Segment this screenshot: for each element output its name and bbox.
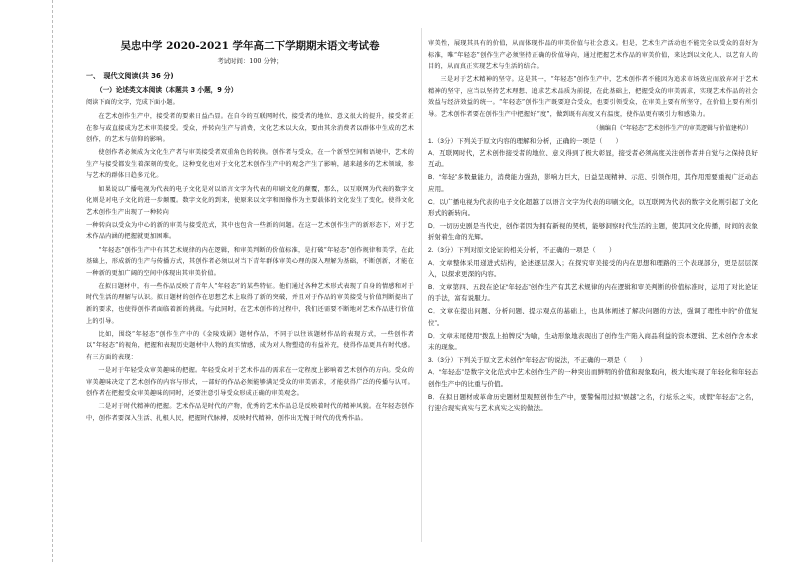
passage-paragraph: 审美性，展现其具有的价值，从而体现作品的审美价值与社会意义。但是，艺术生产活动也不能完全以受众的喜好为标准，唯“年轻态”创作生产必须坚持正确的价值导向，通过把握艺术作品的审美价值，来达到以文化人、以艺育人的目的，从而真正实现艺术与生活的结合。 — [428, 40, 758, 71]
answer-option: C．以广播电视为代表的电子文化超越了以语言文字为代表的印刷文化，以互联网为代表的数字文化则引起了文化形式的新转向。 — [428, 198, 758, 218]
exam-title: 吴忠中学 2020-2021 学年高二下学期期末语文考试卷 — [120, 40, 380, 52]
passage-paragraph: 在艺术创作生产中，接受者的要素日益凸显。在自今的互联网时代，接受者的地位、意义很大的提升，接受者正在参与或直接成为艺术审美接受。受众，并转向生产与消费，文化艺术以大众，要由其余消费者以群体中生成的艺术创作，的艺术与信仰的影响。 — [86, 113, 414, 144]
passage-source: （摘编自《“年轻态”艺术创作生产的审美逻辑与价值建构》） — [592, 124, 752, 132]
passage-paragraph: 二是对于时代精神的把握。艺术作品是时代的产物，优秀的艺术作品总是反映着时代的精神风貌。在年轻态创作中，创作者要深入生活、扎根人民，把握时代脉搏，反映时代精神，创作出无愧于时代的优秀作品。 — [86, 403, 414, 422]
passage-paragraph: 一种转向以受众为中心的新的审美与接受范式，其中也包含一些新的问题。在这一艺术创作生产的新形态下，对于艺术作品内涵的把握就更加困难。 — [86, 221, 414, 241]
answer-option: A．互联网时代，艺术创作接受者的地位、意义得到了极大彰显，接受者必须高度关注创作者并自觉与之保持良好互动。 — [428, 150, 758, 169]
answer-option: D．一切历史剧是当代史，创作者因为拥有新视的契机，能够洞察时代生活的主题，使其同文化传播，时间的表象折射着生命的光辉。 — [428, 223, 758, 242]
passage-paragraph: 比如，围绕“年轻态”创作生产中的《金陵戏剧》题材作品，不同于以往该题材作品的表现方式，一些创作者以“年轻态”的视角，把握和表现历史题材中人物的真实情感，成为对人物塑造的有益补充，使得作品更具有时代感。有三方面的表现： — [86, 330, 414, 361]
answer-option: A．“年轻态”是数字文化范式中艺术创作生产的一种突出而鲜明的价值和现象取向，极大地实现了年轻化和年轻态创作生产中的比重与价值。 — [428, 369, 758, 388]
passage-paragraph: “年轻态”创作生产中有其艺术规律的内在逻辑，和审美判断的价值标准，是打破“年轻态”创作规律和美学，在此基础上，形成新的生产与传播方式，其创作者必须以对当下青年群体审美心理的深入理解为基础，不断创新，才能在一种新的更加广阔的空间中体现出其审美价值。 — [86, 246, 414, 277]
passage-paragraph: 在拟日题材中，有一些作品反映了青年人“年轻态”的某些特征。他们通过各种艺术形式表现了自身的情感和对于时代生活的理解与认识。拟日题材的创作在思想艺术上取得了新的突破，并且对于作品的审美接受与价值判断提出了新的要求，也使得创作者面临着新的挑战。与此同时，在艺术创作的过程中，我们还需要不断地对艺术作品进行价值上的引导。 — [86, 282, 414, 325]
answer-option: B．在拟日题材或革命历史题材里观照创作生产中，要警惕用过拟“娱越”之名，行炫乐之实，或假“年轻态”之名，行迎合现实真实与艺术真实之实的做法。 — [428, 393, 758, 413]
answer-option: B．“年轻”多数量能力，消费能力强劲，影响力巨大，日益呈现精神、示范、引领作用，其作用需要重视广泛动态应用。 — [428, 174, 758, 193]
left-column — [86, 38, 414, 426]
question-stem: 1.（3分）下列关于原文内容的理解和分析，正确的一项是（ ） — [428, 137, 623, 145]
question-stem: 3.（3分）下列关于原文艺术创作“年轻态”的说法，不正确的一项是（ ） — [428, 356, 647, 364]
answer-option: D．文章末尾使用“拨乱上拍牌反”为喻，生动形象地表现出了创作生产陷入商品利益的资本逻辑、艺术创作舍本求末的现象。 — [428, 332, 758, 352]
column-divider — [421, 28, 422, 542]
answer-option: C．文章在提出问题、分析问题、提示观点的基础上，也具体阐述了解决问题的方法，强调了理性中的“价值复位”。 — [428, 308, 758, 327]
answer-option: A．文章整体采用递进式结构，论述逐层深入；在探究审美接受的内在思想和理路的三个表现部分，更是层层深入，以探求更深的内容。 — [428, 259, 758, 279]
right-column — [428, 38, 758, 416]
subsection-heading: （一）论述类文本阅读（本题共 3 小题，9 分） — [96, 86, 238, 94]
exam-time: 考试时间：100 分钟； — [217, 57, 283, 65]
instruction: 阅读下面的文字，完成下面小题。 — [86, 99, 179, 106]
binding-line — [52, 0, 53, 562]
section-heading: 一、 现代文阅读(共 36 分) — [86, 72, 174, 80]
answer-option: B．文章第四、五段在论证“年轻态”创作生产有其艺术规律的内在逻辑和审美判断的价值标准时，运用了对比论证的手法，富有说服力。 — [428, 284, 758, 303]
passage-paragraph: 三是对于艺术精神的坚守。这是其一，“年轻态”创作生产中，艺术创作者不能因为追求市场效应而放弃对于艺术精神的坚守，应当以坚持艺术理想、追求艺术品质为前提，在此基础上，把握受众的审美需求，实现艺术作品的社会效益与经济效益的统一。“年轻态”创作生产既要迎合受众，也要引领受众，在审美上要有所坚守，在价值上要有所引导。艺术创作者要在创作生产中把握好“度”，做到既有高度又有温度，使作品更有吸引力和感染力。 — [428, 76, 758, 119]
question-stem: 2.（3分）下列对原文论证的相关分析，不正确的一项是（ ） — [428, 247, 616, 255]
passage-paragraph: 一是对于年轻受众审美趣味的把握。年轻受众对于艺术作品的需求在一定程度上影响着艺术创作的方向。受众的审美趣味决定了艺术创作的内容与形式，一部好的作品必须能够满足受众的审美需求，才能获得广泛的传播与认可。创作者在把握受众审美趣味的同时，还要注意引导受众形成正确的审美观念。 — [86, 366, 414, 398]
passage-paragraph: 如果说以广播电视为代表的电子文化是对以语言文字为代表的印刷文化的颠覆，那么，以互联网为代表的数字文化则是对电子文化的进一步颠覆。数字文化的到来，使原来以文字和图像作为主要载体的文化发生了变化，使得文化艺术创作生产出现了一种转向 — [86, 185, 414, 216]
passage-paragraph: 使创作者必须成为文化生产者与审美接受者双重角色的转换。创作者与受众，在一个新型空间和语境中，艺术的生产与接受都发生着深刻的变化，这种变化也对于文化艺术创作生产中的观念产生了影响，越来越多的艺术领域，参与艺术的群体日趋多元化。 — [86, 149, 414, 180]
